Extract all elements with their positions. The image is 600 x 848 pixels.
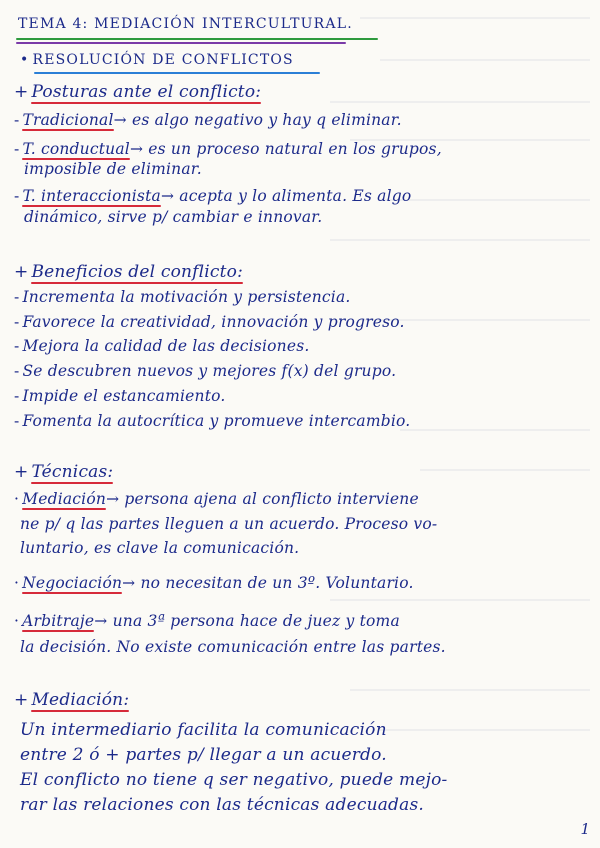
mediacion-line-1: Un intermediario facilita la comunicación <box>20 720 387 740</box>
tecnica-arbitraje: · Arbitraje→ una 3ª persona hace de juez y toma <box>14 612 400 630</box>
tecnica-mediacion-line-2: ne p/ q las partes lleguen a un acuerdo. Proceso vo- <box>20 515 438 533</box>
term-arbitraje: Arbitraje <box>22 612 95 630</box>
tecnica-mediacion: · Mediación→ persona ajena al conflicto interviene <box>14 490 419 508</box>
term-conductual: T. conductual <box>22 140 130 158</box>
beneficio-text: Favorece la creatividad, innovación y progreso. <box>22 313 405 331</box>
beneficio-item: - Incrementa la motivación y persistencia. <box>14 288 351 306</box>
posturas-item-3-text: → acepta y lo alimenta. Es algo <box>160 187 412 205</box>
beneficio-item: - Favorece la creatividad, innovación y progreso. <box>14 313 405 331</box>
tecnicas-header-text: Técnicas: <box>31 462 114 482</box>
posturas-header: + Posturas ante el conflicto: <box>14 82 262 102</box>
page-title: TEMA 4: MEDIACIÓN INTERCULTURAL. <box>18 16 353 32</box>
posturas-item-3: - T. interaccionista→ acepta y lo alimenta. Es algo <box>14 187 412 205</box>
posturas-item-2-text: → es un proceso natural en los grupos, <box>129 140 442 158</box>
tecnica-negociacion: · Negociación→ no necesitan de un 3º. Voluntario. <box>14 574 414 592</box>
bullet-dot: • <box>20 52 30 68</box>
tecnicas-header: + Técnicas: <box>14 462 114 482</box>
tecnica-mediacion-line-1: → persona ajena al conflicto interviene <box>106 490 419 508</box>
beneficio-text: Fomenta la autocrítica y promueve intercambio. <box>22 412 411 430</box>
page-number: 1 <box>580 820 590 838</box>
tecnica-mediacion-line-3: luntario, es clave la comunicación. <box>20 539 300 557</box>
beneficio-text: Se descubren nuevos y mejores f(x) del grupo. <box>22 362 397 380</box>
section-subtitle <box>20 52 294 68</box>
term-mediacion: Mediación <box>22 490 107 508</box>
beneficio-text: Impide el estancamiento. <box>22 387 226 405</box>
mediacion-header: + Mediación: <box>14 690 130 710</box>
term-negociacion: Negociación <box>22 574 123 592</box>
posturas-item-2-cont: imposible de eliminar. <box>24 160 202 178</box>
posturas-header-text: Posturas ante el conflicto: <box>31 82 262 102</box>
beneficio-item: - Impide el estancamiento. <box>14 387 226 405</box>
mediacion-line-4: rar las relaciones con las técnicas adecuadas. <box>20 795 425 815</box>
posturas-item-1: - Tradicional→ es algo negativo y hay q eliminar. <box>14 111 402 129</box>
tecnica-arbitraje-line-1: → una 3ª persona hace de juez y toma <box>94 612 400 630</box>
beneficio-text: Mejora la calidad de las decisiones. <box>22 337 310 355</box>
beneficio-item: - Mejora la calidad de las decisiones. <box>14 337 310 355</box>
mediacion-line-3: El conflicto no tiene q ser negativo, puede mejo- <box>20 770 448 790</box>
title-underline-green <box>16 38 378 40</box>
beneficios-header: + Beneficios del conflicto: <box>14 262 244 282</box>
tecnica-arbitraje-line-2: la decisión. No existe comunicación entre las partes. <box>20 638 446 656</box>
subtitle-underline <box>34 72 320 74</box>
posturas-item-3-cont: dinámico, sirve p/ cambiar e innovar. <box>24 208 323 226</box>
tecnica-negociacion-line-1: → no necesitan de un 3º. Voluntario. <box>122 574 414 592</box>
beneficio-item: - Se descubren nuevos y mejores f(x) del grupo. <box>14 362 397 380</box>
term-tradicional: Tradicional <box>22 111 114 129</box>
subtitle-text: RESOLUCIÓN DE CONFLICTOS <box>32 52 294 68</box>
posturas-item-1-text: → es algo negativo y hay q eliminar. <box>113 111 402 129</box>
posturas-item-2: - T. conductual→ es un proceso natural en los grupos, <box>14 140 442 158</box>
beneficio-text: Incrementa la motivación y persistencia. <box>22 288 351 306</box>
beneficio-item: - Fomenta la autocrítica y promueve intercambio. <box>14 412 411 430</box>
mediacion-line-2: entre 2 ó + partes p/ llegar a un acuerdo. <box>20 745 387 765</box>
title-underline-purple <box>16 42 346 44</box>
term-interaccionista: T. interaccionista <box>22 187 161 205</box>
mediacion-header-text: Mediación: <box>31 690 130 710</box>
beneficios-header-text: Beneficios del conflicto: <box>31 262 244 282</box>
